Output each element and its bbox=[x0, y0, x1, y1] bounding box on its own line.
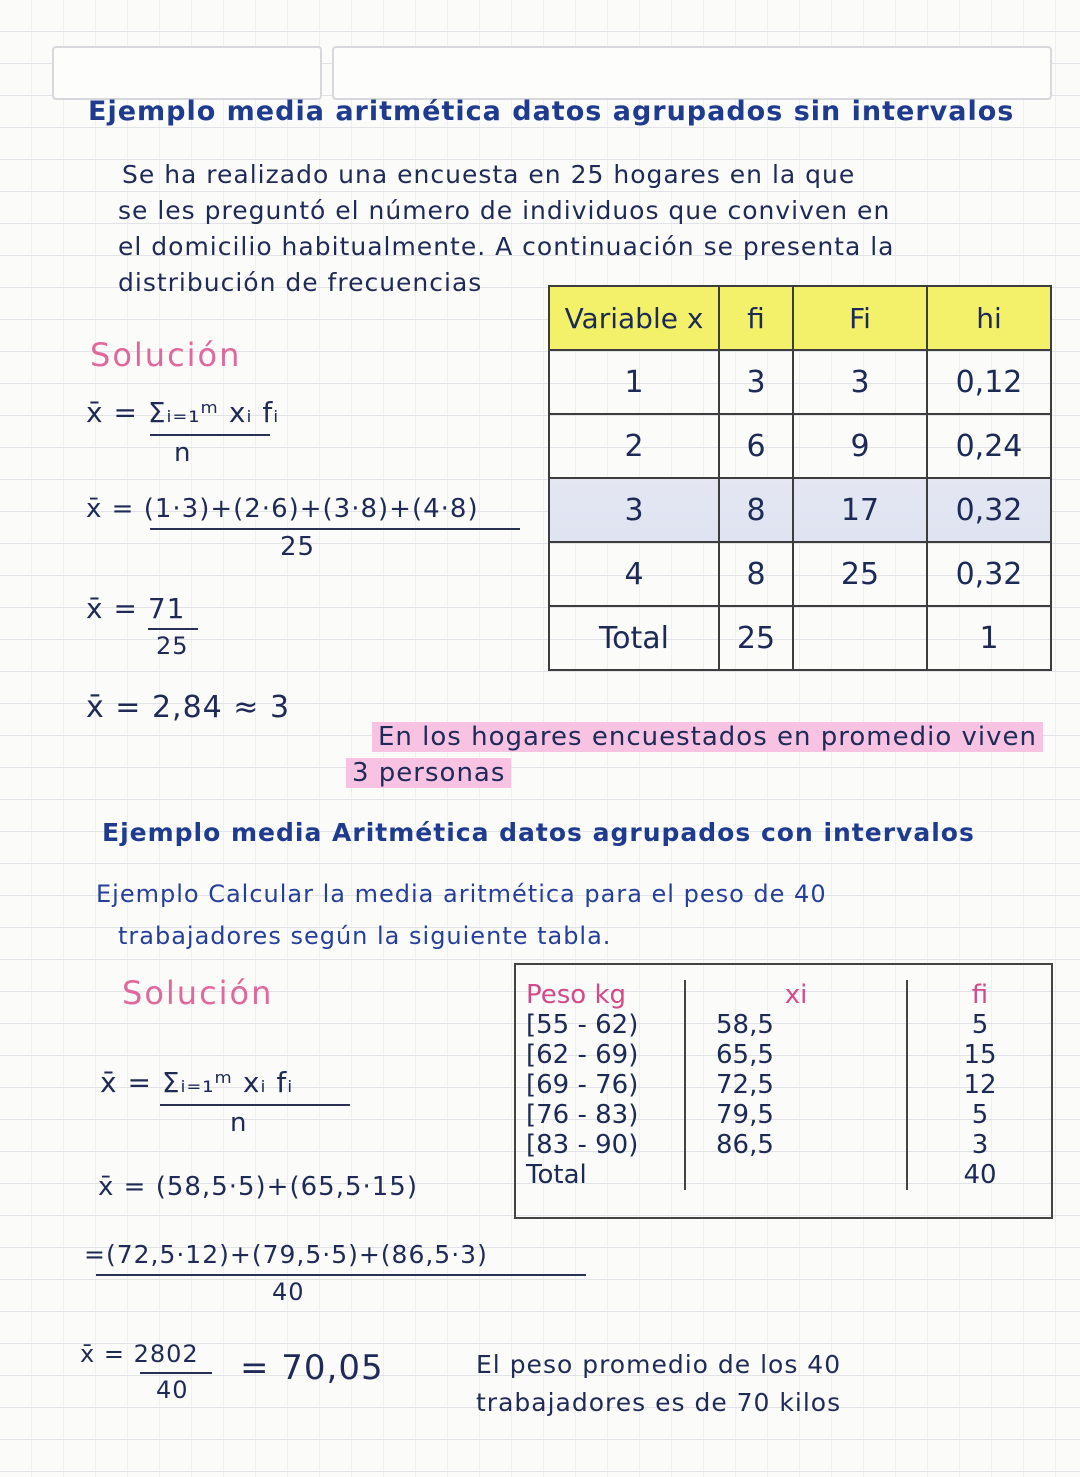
cell-fi: 8 bbox=[719, 542, 793, 606]
cell-fi: 3 bbox=[907, 1130, 1052, 1160]
cell-xi: 86,5 bbox=[685, 1130, 907, 1160]
example2-step-line bbox=[96, 1274, 586, 1276]
example1-statement-line1: Se ha realizado una encuesta en 25 hogares en la que bbox=[122, 160, 856, 189]
cell-total-xi bbox=[685, 1160, 907, 1190]
cell-xi: 58,5 bbox=[685, 1010, 907, 1040]
cell-total-hi: 1 bbox=[927, 606, 1051, 670]
cell-x: 2 bbox=[549, 414, 719, 478]
header-peso: Peso kg bbox=[526, 980, 627, 1010]
example1-statement-line4: distribución de frecuencias bbox=[118, 268, 483, 297]
cell-hi: 0,12 bbox=[927, 350, 1051, 414]
example1-step1-den: 25 bbox=[280, 532, 316, 562]
table-row bbox=[516, 1010, 1052, 1040]
cell-total-fi: 40 bbox=[907, 1160, 1052, 1190]
table-row bbox=[516, 1130, 1052, 1160]
header-fi: fi bbox=[907, 980, 1052, 1010]
weight-table-header bbox=[516, 980, 1052, 1010]
cell-interval: [55 - 62) bbox=[526, 1010, 639, 1040]
example1-statement-line3: el domicilio habitualmente. A continuación se presenta la bbox=[118, 232, 895, 261]
cell-xi: 72,5 bbox=[685, 1070, 907, 1100]
table-total-row bbox=[516, 1160, 1052, 1190]
cell-total-label: Total bbox=[526, 1160, 587, 1190]
header-box-left bbox=[52, 46, 322, 100]
example1-conclusion-line1: En los hogares encuestados en promedio viven bbox=[372, 722, 1043, 752]
cell-Fi: 9 bbox=[793, 414, 927, 478]
cell-x: 4 bbox=[549, 542, 719, 606]
example2-statement-line2: trabajadores según la siguiente tabla. bbox=[118, 922, 612, 950]
cell-Fi: 25 bbox=[793, 542, 927, 606]
cell-xi: 65,5 bbox=[685, 1040, 907, 1070]
cell-Fi: 17 bbox=[793, 478, 927, 542]
cell-x: 1 bbox=[549, 350, 719, 414]
cell-x: 3 bbox=[549, 478, 719, 542]
header-variable-x: Variable x bbox=[549, 286, 719, 350]
cell-fi: 6 bbox=[719, 414, 793, 478]
example1-conclusion-line2: 3 personas bbox=[346, 758, 511, 788]
example2-result-line bbox=[140, 1372, 212, 1374]
table-row bbox=[549, 542, 1051, 606]
example1-formula: x̄ = Σᵢ₌₁ᵐ xᵢ fᵢ bbox=[86, 396, 280, 429]
header-hi: hi bbox=[927, 286, 1051, 350]
example1-result: x̄ = 2,84 ≈ 3 bbox=[86, 690, 291, 725]
table-row bbox=[516, 1040, 1052, 1070]
example2-result-den: 40 bbox=[156, 1376, 189, 1404]
cell-fi: 15 bbox=[907, 1040, 1052, 1070]
cell-hi: 0,32 bbox=[927, 542, 1051, 606]
example1-step1-line bbox=[150, 528, 520, 530]
example1-formula-den: n bbox=[174, 438, 192, 468]
cell-hi: 0,32 bbox=[927, 478, 1051, 542]
example2-step1: x̄ = (58,5·5)+(65,5·15) bbox=[98, 1172, 418, 1202]
cell-total-fi: 25 bbox=[719, 606, 793, 670]
cell-fi: 8 bbox=[719, 478, 793, 542]
cell-total-label: Total bbox=[549, 606, 719, 670]
cell-Fi: 3 bbox=[793, 350, 927, 414]
example1-formula-line bbox=[150, 434, 270, 436]
example1-solution-label: Solución bbox=[90, 336, 242, 374]
example1-step1-num: x̄ = (1·3)+(2·6)+(3·8)+(4·8) bbox=[86, 494, 479, 524]
example2-conclusion-line1: El peso promedio de los 40 bbox=[476, 1350, 842, 1379]
example2-result-value: = 70,05 bbox=[240, 1348, 384, 1388]
table-total-row bbox=[549, 606, 1051, 670]
example2-title: Ejemplo media Aritmética datos agrupados con intervalos bbox=[102, 818, 975, 847]
example2-formula-den: n bbox=[230, 1108, 248, 1138]
frequency-table bbox=[548, 285, 1052, 671]
example2-formula-line bbox=[160, 1104, 350, 1106]
cell-xi: 79,5 bbox=[685, 1100, 907, 1130]
cell-interval: [62 - 69) bbox=[526, 1040, 639, 1070]
header-xi: xi bbox=[685, 980, 907, 1010]
example2-conclusion-line2: trabajadores es de 70 kilos bbox=[476, 1388, 842, 1417]
example1-statement-line2: se les preguntó el número de individuos que conviven en bbox=[118, 196, 891, 225]
frequency-table-header bbox=[549, 286, 1051, 350]
example1-step2-line bbox=[148, 628, 198, 630]
weight-table bbox=[516, 980, 1052, 1190]
cell-fi: 3 bbox=[719, 350, 793, 414]
cell-total-Fi bbox=[793, 606, 927, 670]
example2-step-den: 40 bbox=[272, 1278, 305, 1306]
example2-step2: =(72,5·12)+(79,5·5)+(86,5·3) bbox=[84, 1240, 488, 1269]
table-row bbox=[549, 478, 1051, 542]
header-Fi: Fi bbox=[793, 286, 927, 350]
header-fi: fi bbox=[719, 286, 793, 350]
example2-result-num: x̄ = 2802 bbox=[80, 1340, 199, 1368]
header-box-right bbox=[332, 46, 1052, 100]
cell-interval: [83 - 90) bbox=[526, 1130, 639, 1160]
example2-statement-line1: Ejemplo Calcular la media aritmética para el peso de 40 bbox=[96, 880, 827, 908]
cell-hi: 0,24 bbox=[927, 414, 1051, 478]
example1-title: Ejemplo media aritmética datos agrupados sin intervalos bbox=[88, 96, 1015, 127]
example1-step2-num: x̄ = 71 bbox=[86, 592, 186, 625]
table-row bbox=[549, 414, 1051, 478]
cell-fi: 5 bbox=[907, 1100, 1052, 1130]
cell-interval: [76 - 83) bbox=[526, 1100, 639, 1130]
example1-step2-den: 25 bbox=[156, 632, 189, 660]
cell-fi: 5 bbox=[907, 1010, 1052, 1040]
cell-fi: 12 bbox=[907, 1070, 1052, 1100]
example2-solution-label: Solución bbox=[122, 974, 274, 1012]
example2-formula: x̄ = Σᵢ₌₁ᵐ xᵢ fᵢ bbox=[100, 1066, 294, 1099]
table-row bbox=[516, 1100, 1052, 1130]
cell-interval: [69 - 76) bbox=[526, 1070, 639, 1100]
table-row bbox=[516, 1070, 1052, 1100]
table-row bbox=[549, 350, 1051, 414]
